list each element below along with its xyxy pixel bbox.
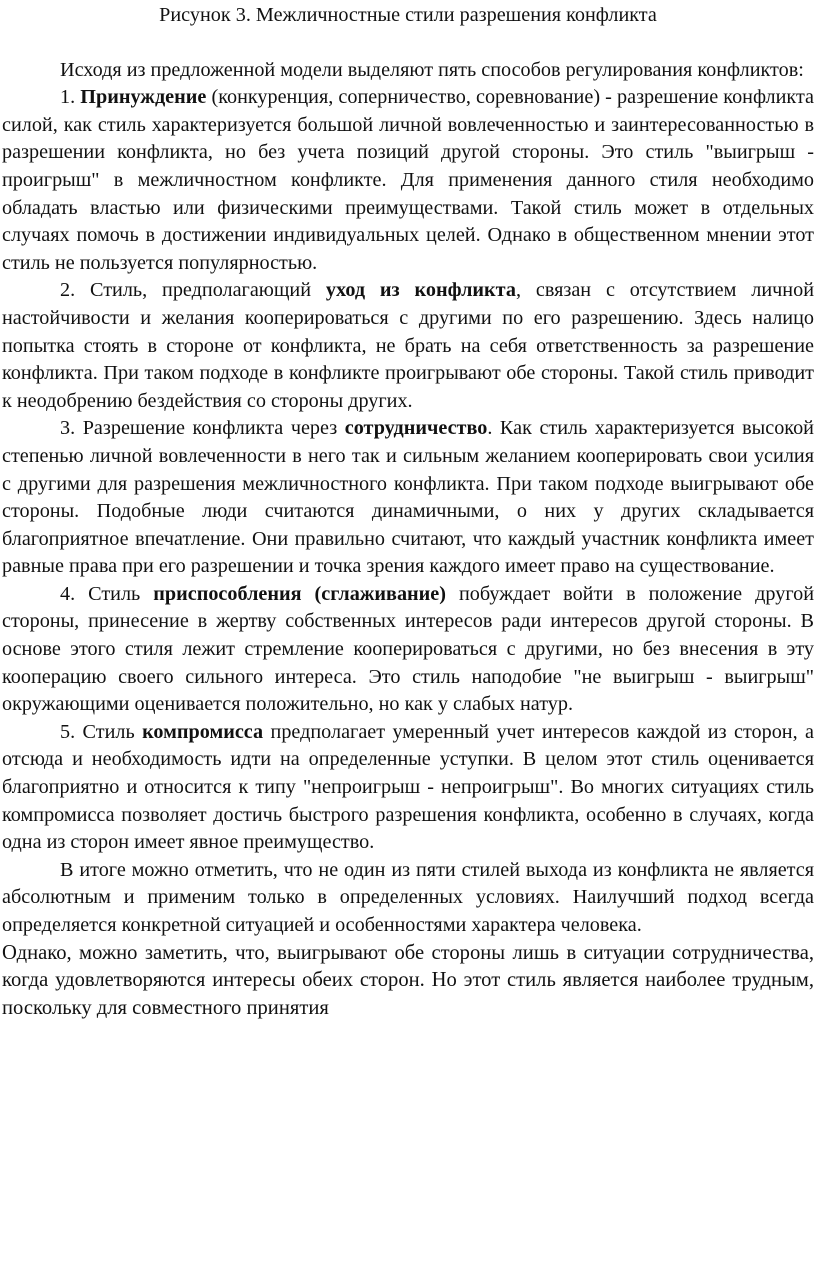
style-item-accommodation: [2, 581, 814, 719]
item-lead: 1.: [60, 86, 81, 109]
item-term: уход из конфликта: [325, 279, 516, 302]
item-term: приспособления (сглаживание): [153, 582, 446, 605]
conclusion-paragraph: В итоге можно отметить, что не один из пяти стилей выхода из конфликта не является абсолютным и применим только в определенных условиях. Наилучший подход всегда определяется конкретной ситуацией и особенностями характера человека.: [2, 858, 814, 936]
final-paragraph: Однако, можно заметить, что, выигрывают обе стороны лишь в ситуации сотрудничества, когда удовлетворяются интересы обеих сторон. Но этот стиль является наиболее трудным, поскольку для совместного принятия: [2, 941, 814, 1019]
item-text: , связан с отсутствием личной настойчивости и желания кооперироваться с другими по его разрешению. Здесь налицо попытка стоять в стороне от конфликта, не брать на себя ответственность за разрешение конфликта. При таком подходе в конфликте проигрывают обе стороны. Такой стиль приводит к неодобрению бездействия со стороны других.: [2, 279, 815, 412]
item-text: . Как стиль характеризуется высокой степенью личной вовлеченности в него так и сильным желанием кооперировать свои усилия с другими для разрешения межличностного конфликта. При таком подходе выигрывают обе стороны. Подобные люди считаются динамичными, о них у других складывается благоприятное впечатление. Они правильно считают, что каждый участник конфликта имеет равные права при его разрешении и точка зрения каждого имеет право на существование.: [2, 417, 814, 578]
item-text: предполагает умеренный учет интересов каждой из сторон, а отсюда и необходимость идти на определенные уступки. В целом этот стиль оценивается благоприятно и относится к типу "непроигрыш - непроигрыш". Во многих ситуациях стиль компромисса позволяет достичь быстрого разрешения конфликта, особенно в случаях, когда одна из сторон имеет явное преимущество.: [2, 720, 814, 854]
item-text: (конкуренция, соперничество, соревнование) - разрешение конфликта силой, как стиль характеризуется большой личной вовлеченностью и заинтересованностью в разрешении конфликта, но без учета позиций другой стороны. Это стиль "выигрыш - проигрыш" в межличностном конфликте. Для применения данного стиля необходимо обладать властью или физическими преимуществами. Такой стиль может в отдельных случаях помочь в достижении индивидуальных целей. Однако в общественном мнении этот стиль не пользуется популярностью.: [2, 86, 815, 274]
style-item-compromise: [2, 719, 814, 857]
intro-paragraph: Исходя из предложенной модели выделяют пять способов регулирования конфликтов:: [60, 58, 804, 81]
style-item-collaboration: [2, 415, 814, 581]
item-lead: 2. Стиль, предполагающий: [60, 279, 326, 302]
item-term: Принуждение: [80, 86, 207, 109]
item-lead: 5. Стиль: [60, 720, 143, 743]
figure-caption: Рисунок 3. Межличностные стили разрешения конфликта: [159, 4, 657, 26]
style-item-coercion: [2, 84, 814, 277]
item-text: побуждает войти в положение другой стороны, принесение в жертву собственных интересов ради интересов другой стороны. В основе этого стиля лежит стремление кооперироваться с другими, но без внесения в эту кооперацию своего сильного интереса. Это стиль наподобие "не выигрыш - выигрыш" окружающими оценивается положительно, но как у слабых натур.: [2, 582, 814, 716]
style-item-avoidance: [2, 277, 814, 415]
item-term: сотрудничество: [344, 417, 488, 440]
item-lead: 4. Стиль: [60, 582, 154, 605]
item-term: компромисса: [142, 720, 264, 743]
item-lead: 3. Разрешение конфликта через: [60, 417, 345, 440]
